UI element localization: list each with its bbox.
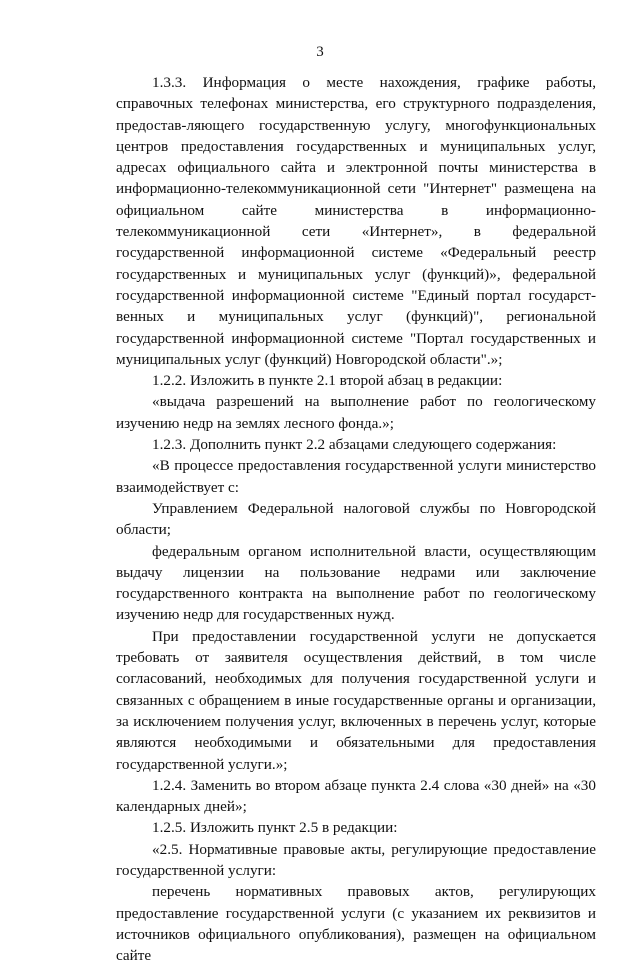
- page-number: 3: [316, 44, 324, 60]
- paragraph-interaction-intro: «В процессе предоставления государственной услуги министерство взаимодействует с:: [116, 457, 596, 496]
- paragraph-1-2-3: 1.2.3. Дополнить пункт 2.2 абзацами следующего содержания:: [152, 436, 557, 454]
- paragraph-1-3-3: 1.3.3. Информация о месте нахождения, графике работы, справочных телефонах министерства, его структурного подразделения, предостав-ляющего государственную услугу, многофункциональных центров предоставления государственных и муниципальных услуг, адресах официального сайта и электронной почты министерства в информационно-телекоммуникационной сети "Интернет" размещена на официальном сайте министерства в информационно-телекоммуникационной сети «Интернет», в федеральной государственной информационной системе «Федеральный реестр государственных и муниципальных услуг (функций)», федеральной государственной информационной системе "Единый портал государст-венных и муниципальных услуг (функций)", региональной государственной информационной системе "Портал государственных и муниципальных услуг (функций) Новгородской области".»;: [116, 74, 596, 368]
- paragraph-permit-text: «выдача разрешений на выполнение работ по геологическому изучению недр на землях лесного фонда.»;: [116, 393, 596, 432]
- paragraph-federal-body: федеральным органом исполнительной власти, осуществляющим выдачу лицензии на пользование недрами или заключение государственного контракта на выполнение работ по геологическому изучению недр для государственных нужд.: [116, 542, 596, 624]
- paragraph-1-2-5: 1.2.5. Изложить пункт 2.5 в редакции:: [152, 819, 398, 837]
- paragraph-acts-list: перечень нормативных правовых актов, регулирующих предоставление государственной услуги (с указанием их реквизитов и источников официального опубликования), размещен на официальном сайте: [116, 883, 596, 965]
- paragraph-1-2-4: 1.2.4. Заменить во втором абзаце пункта 2.4 слова «30 дней» на «30 календарных дней»;: [116, 776, 596, 816]
- paragraph-2-5: «2.5. Нормативные правовые акты, регулирующие предоставление государственной услуги:: [116, 840, 596, 879]
- paragraph-prohibition: При предоставлении государственной услуги не допускается требовать от заявителя осуществления действий, в том числе согласований, необходимых для получения государственной услуги и связанных с обращением в иные государственные органы и организации, за исключением получения услуг, включенных в перечень услуг, которые являются необходимыми и обязательными для предоставления государственной услуги.»;: [116, 627, 596, 773]
- paragraph-1-2-2: 1.2.2. Изложить в пункте 2.1 второй абзац в редакции:: [152, 372, 503, 390]
- paragraph-tax-service: Управлением Федеральной налоговой службы по Новгородской области;: [116, 499, 596, 539]
- document-body: [116, 72, 596, 966]
